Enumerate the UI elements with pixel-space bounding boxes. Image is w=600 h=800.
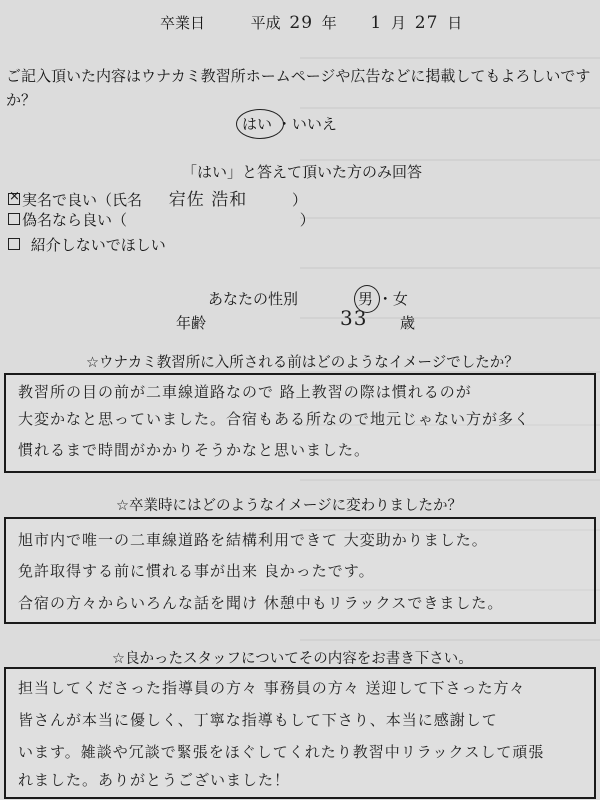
graduation-day: 27	[414, 13, 439, 33]
q2-question: ☆卒業時にはどのようなイメージに変わりましたか？	[116, 498, 463, 514]
q2-answer-line: 免許取得する前に慣れる事が出来 良かったです。	[18, 562, 375, 580]
realname-checkbox[interactable]	[8, 193, 20, 205]
age-unit: 歳	[400, 314, 416, 332]
q2-answer-line: 合宿の方々からいろんな話を聞け 休憩中もリラックスできました。	[18, 594, 504, 612]
pseudonym-close-paren: ）	[299, 211, 315, 229]
q1-answer-box[interactable]	[4, 373, 596, 473]
era-label: 平成	[250, 14, 281, 32]
option-pseudonym-label: 偽名なら良い（	[22, 211, 128, 229]
age-value: 33	[340, 306, 368, 330]
graduation-year: 29	[289, 13, 314, 33]
q3-answer-box[interactable]	[4, 667, 596, 799]
consent-answer	[242, 113, 337, 134]
age-label: 年齢	[176, 314, 207, 332]
q3-question: ☆良かったスタッフについてその内容をお書き下さい。	[112, 651, 473, 667]
option-no-intro-label: 紹介しないでほしい	[30, 236, 166, 254]
consent-yes[interactable]: はい	[242, 115, 273, 133]
realname-value: 宕佐 浩和	[168, 190, 248, 210]
graduation-month: 1	[370, 13, 383, 33]
q3-answer-line: います。雑談や冗談で緊張をほぐしてくれたり教習中リラックスして頑張	[18, 743, 545, 761]
q1-answer-line: 大変かなと思っていました。合宿もある所なので地元じゃない方が多く	[18, 410, 531, 428]
consent-question: ご記入頂いた内容はウナカミ教習所ホームページや広告などに掲載してもよろしいですか？	[6, 67, 591, 109]
day-unit: 日	[447, 14, 463, 32]
q1-answer-line: 教習所の目の前が二車線道路なので 路上教習の際は慣れるのが	[18, 383, 472, 401]
q1-question: ☆ウナカミ教習所に入所される前はどのようなイメージでしたか？	[86, 355, 519, 371]
option-pseudonym-row[interactable]	[8, 209, 315, 230]
month-unit: 月	[390, 14, 406, 32]
gender-female[interactable]: 女	[392, 290, 408, 308]
realname-close-paren: ）	[291, 191, 307, 209]
graduation-date-row	[160, 12, 466, 33]
q3-answer-line: 担当してくださった指導員の方々 事務員の方々 送迎して下さった方々	[18, 679, 526, 697]
q1-answer-line: 慣れるまで時間がかかりそうかなと思いました。	[18, 441, 371, 459]
q3-answer-line: 皆さんが本当に優しく、丁寧な指導もして下さり、本当に感謝して	[18, 711, 498, 729]
pseudonym-checkbox[interactable]	[8, 213, 20, 225]
option-no-intro-row[interactable]	[8, 234, 166, 255]
year-unit: 年	[321, 14, 337, 32]
q2-answer-line: 旭市内で唯一の二車線道路を結構利用できて 大変助かりました。	[18, 531, 488, 549]
option-realname-row[interactable]	[8, 185, 307, 210]
yes-circle-mark	[236, 109, 284, 139]
graduation-label: 卒業日	[160, 14, 206, 32]
yes-section-title: 「はい」と答えて頂いた方のみ回答	[182, 163, 423, 181]
gender-male[interactable]: 男	[358, 290, 374, 308]
q2-answer-box[interactable]	[4, 517, 596, 624]
gender-label: あなたの性別	[208, 290, 299, 308]
gender-separator: ・	[377, 290, 393, 308]
no-intro-checkbox[interactable]	[8, 238, 20, 250]
consent-no[interactable]: いいえ	[291, 115, 337, 133]
option-realname-label: 実名で良い（氏名	[22, 191, 143, 209]
q3-answer-line: れました。ありがとうございました！	[18, 771, 291, 789]
consent-separator: ・	[276, 115, 292, 133]
